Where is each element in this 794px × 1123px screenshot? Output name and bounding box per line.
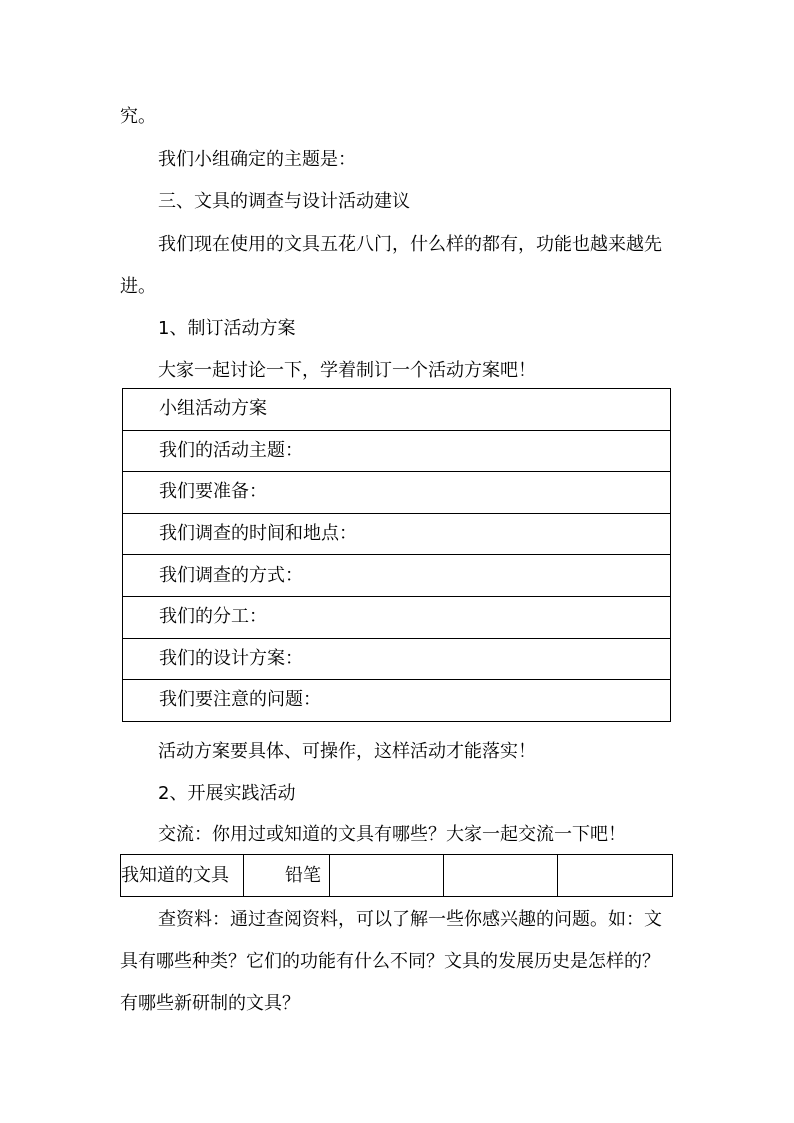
table-row	[121, 855, 673, 897]
plan-notes-cell: 我们要注意的问题：	[123, 680, 671, 722]
known-stationery-empty-cell	[444, 855, 558, 897]
plan-design-cell: 我们的设计方案：	[123, 638, 671, 680]
subheading-2: 2、开展实践活动	[158, 783, 296, 804]
known-stationery-table	[120, 854, 673, 897]
intro-paragraph-line-2: 进。	[120, 276, 156, 297]
known-stationery-empty-cell	[330, 855, 444, 897]
known-stationery-pencil-cell: 铅笔	[244, 855, 330, 897]
plan-note: 活动方案要具体、可操作，这样活动才能落实！	[158, 741, 536, 762]
research-paragraph-line-3: 有哪些新研制的文具？	[120, 993, 300, 1014]
group-theme-line: 我们小组确定的主题是：	[158, 149, 356, 170]
paragraph-continuation: 究。	[120, 106, 156, 127]
intro-paragraph-line-1: 我们现在使用的文具五花八门，什么样的都有，功能也越来越先	[158, 234, 662, 255]
plan-time-place-cell: 我们调查的时间和地点：	[123, 513, 671, 555]
table-row	[123, 389, 671, 431]
table-row	[123, 638, 671, 680]
table-row	[123, 680, 671, 722]
plan-theme-cell: 我们的活动主题：	[123, 430, 671, 472]
known-stationery-label-cell: 我知道的文具	[121, 855, 244, 897]
table-row	[123, 555, 671, 597]
activity-plan-table	[122, 388, 671, 722]
research-paragraph-line-2: 具有哪些种类？它们的功能有什么不同？文具的发展历史是怎样的？	[120, 951, 660, 972]
table-row	[123, 430, 671, 472]
known-stationery-empty-cell	[558, 855, 673, 897]
table-row	[123, 513, 671, 555]
plan-division-cell: 我们的分工：	[123, 596, 671, 638]
section-heading-3: 三、文具的调查与设计活动建议	[158, 191, 410, 212]
plan-method-cell: 我们调查的方式：	[123, 555, 671, 597]
table-row	[123, 472, 671, 514]
plan-title-cell: 小组活动方案	[123, 389, 671, 431]
plan-prepare-cell: 我们要准备：	[123, 472, 671, 514]
discussion-prompt: 大家一起讨论一下，学着制订一个活动方案吧！	[158, 360, 536, 381]
subheading-1: 1、制订活动方案	[158, 318, 296, 339]
exchange-prompt: 交流：你用过或知道的文具有哪些？大家一起交流一下吧！	[158, 824, 626, 845]
research-paragraph-line-1: 查资料：通过查阅资料，可以了解一些你感兴趣的问题。如：文	[158, 909, 662, 930]
table-row	[123, 596, 671, 638]
